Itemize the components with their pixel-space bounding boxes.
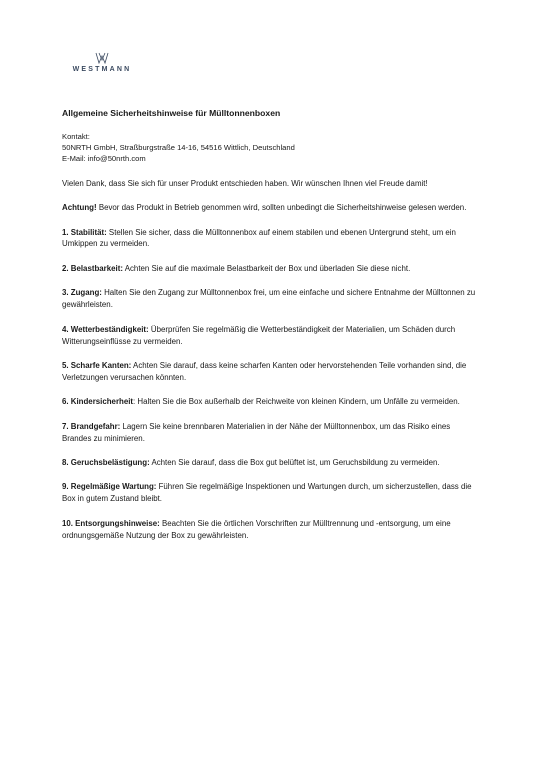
safety-item-text: : Halten Sie die Box außerhalb der Reichweite von kleinen Kindern, um Unfälle zu vermeiden. [133, 397, 460, 407]
safety-item-text: Führen Sie regelmäßige Inspektionen und Wartungen durch, um sicherzustellen, dass die Box in gutem Zustand bleibt. [62, 482, 472, 504]
contact-label: Kontakt: [62, 132, 90, 142]
safety-item-label: 3. Zugang: [62, 288, 102, 298]
safety-item-label: 10. Entsorgungshinweise: [62, 518, 160, 528]
warning-paragraph [62, 202, 480, 214]
safety-item-text: Achten Sie auf die maximale Belastbarkeit der Box und überladen Sie diese nicht. [122, 263, 411, 273]
safety-item-7 [62, 421, 480, 445]
safety-item-label: 2. Belastbarkeit: [62, 263, 123, 273]
safety-item-label: 1. Stabilität: [62, 227, 107, 237]
westmann-mark-icon [95, 52, 109, 64]
safety-item-label: 8. Geruchsbelästigung: [62, 458, 150, 468]
safety-item-label: 4. Wetterbeständigkeit: [62, 324, 149, 334]
safety-item-5 [62, 360, 480, 384]
contact-address: 50NRTH GmbH, Straßburgstraße 14-16, 54516 Wittlich, Deutschland [62, 143, 295, 153]
safety-item-4 [62, 324, 480, 348]
safety-item-label: 9. Regelmäßige Wartung: [62, 482, 157, 492]
warning-label: Achtung! [62, 203, 97, 213]
document-body [62, 108, 480, 554]
safety-item-text: Stellen Sie sicher, dass die Mülltonnenbox auf einem stabilen und ebenen Untergrund steht, um ein Umkippen zu vermeiden. [62, 227, 456, 249]
safety-item-label: 6. Kindersicherheit [62, 397, 134, 407]
safety-item-text: Achten Sie darauf, dass die Box gut belüftet ist, um Geruchsbildung zu vermeiden. [149, 458, 440, 468]
safety-item-text: Beachten Sie die örtlichen Vorschriften zur Mülltrennung und -entsorgung, um eine ordnungsgemäße Nutzung der Box zu gewährleisten. [62, 518, 451, 540]
brand-logo [62, 52, 142, 73]
safety-item-1 [62, 227, 480, 251]
safety-item-text: Halten Sie den Zugang zur Mülltonnenbox frei, um eine einfache und sichere Entnahme der Mülltonnen zu gewährleisten. [62, 288, 476, 310]
safety-item-6 [62, 396, 480, 408]
contact-email: E-Mail: info@50nrth.com [62, 153, 146, 163]
intro-paragraph: Vielen Dank, dass Sie sich für unser Produkt entschieden haben. Wir wünschen Ihnen viel Freude damit! [62, 178, 428, 188]
safety-item-10 [62, 518, 480, 542]
safety-item-label: 7. Brandgefahr: [62, 421, 121, 431]
contact-block [62, 132, 480, 164]
document-title: Allgemeine Sicherheitshinweise für Mülltonnenboxen [62, 108, 281, 118]
safety-item-2 [62, 263, 480, 275]
safety-item-8 [62, 457, 480, 469]
warning-text: Bevor das Produkt in Betrieb genommen wird, sollten unbedingt die Sicherheitshinweise gelesen werden. [96, 203, 467, 213]
safety-item-9 [62, 481, 480, 505]
safety-item-text: Lagern Sie keine brennbaren Materialien in der Nähe der Mülltonnenbox, um das Risiko eines Brandes zu minimieren. [62, 421, 451, 443]
brand-wordmark: WESTMANN [72, 66, 132, 73]
safety-item-text: Überprüfen Sie regelmäßig die Wetterbeständigkeit der Materialien, um Schäden durch Witterungseinflüsse zu vermeiden. [62, 324, 456, 346]
safety-item-label: 5. Scharfe Kanten: [62, 360, 132, 370]
safety-item-text: Achten Sie darauf, dass keine scharfen Kanten oder hervorstehenden Teile vorhanden sind, die Verletzungen verursachen könnten. [62, 360, 467, 382]
safety-item-3 [62, 287, 480, 311]
